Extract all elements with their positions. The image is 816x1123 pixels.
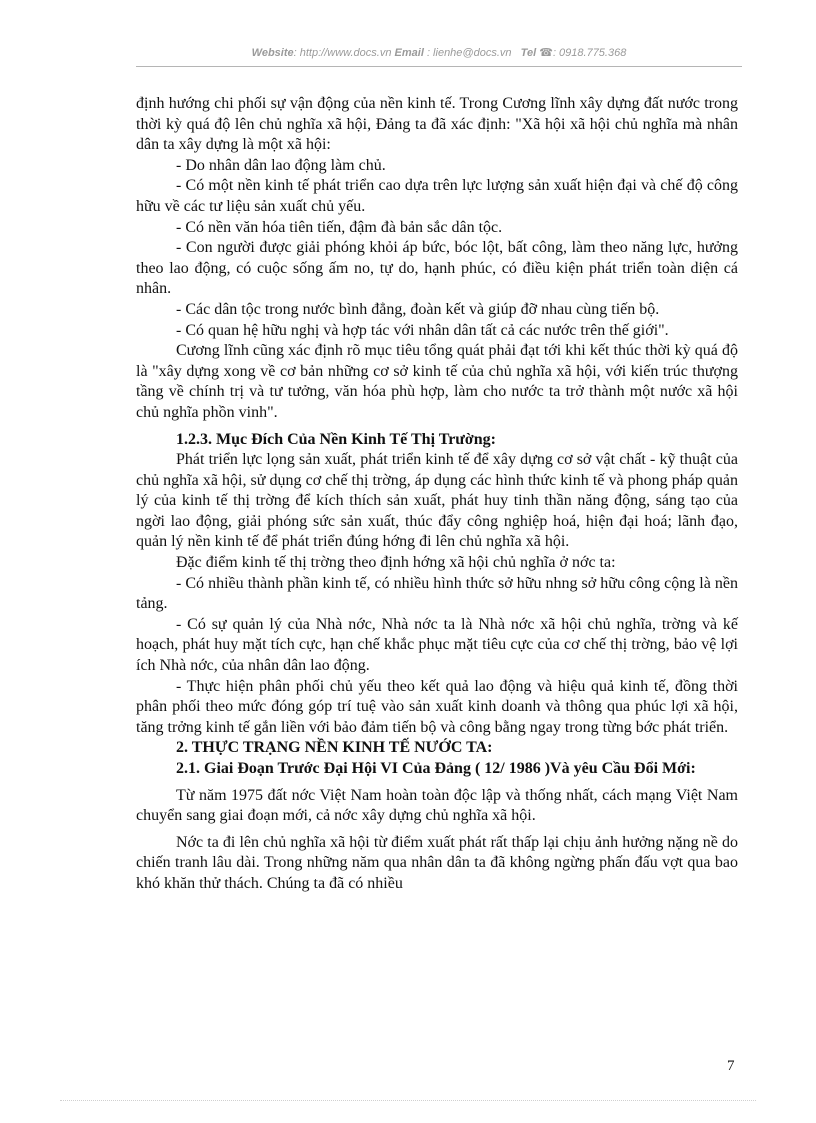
paragraph-goal: Cương lĩnh cũng xác định rõ mục tiêu tổng quát phải đạt tới khi kết thúc thời kỳ quá độ là "xây dựng xong về cơ bản những cơ sở kinh tế của chủ nghĩa xã hội, với kiến trúc thượng tầng về chính trị và tư tưởng, văn hóa phù hợp, làm cho nước ta trở thành một nước xã hội chủ nghĩa phồn vinh". — [136, 342, 738, 421]
paragraph-features: Đặc điểm kinh tế thị trờng theo định hớng xã hội chủ nghĩa ở nớc ta: — [176, 554, 616, 572]
tel-label: Tel — [520, 47, 537, 59]
document-body — [136, 94, 738, 895]
website-value[interactable]: : http://www.docs.vn — [293, 47, 392, 59]
section-heading-2-1: 2.1. Giai Đoạn Trước Đại Hội VI Của Đảng ( 12/ 1986 )Và yêu Cầu Đổi Mới: — [176, 760, 696, 777]
paragraph-purpose: Phát triển lực lọng sản xuất, phát triển kinh tế để xây dựng cơ sở vật chất - kỹ thuật của chủ nghĩa xã hội, sử dụng cơ chế thị trờng, áp dụng các hình thức kinh tế và phong pháp quản lý của kinh tế thị trờng để kích thích sản xuất, phát huy tinh thần năng động, sáng tạo của ngời lao động, giải phóng sức sản xuất, thúc đẩy công nghiệp hoá, hiện đại hoá; lãnh đạo, quản lý nền kinh tế để phát triển đúng hớng đi lên chủ nghĩa xã hội. — [136, 451, 738, 551]
list-item: - Có nền văn hóa tiên tiến, đậm đà bản sắc dân tộc. — [176, 218, 503, 236]
paragraph-starting-point: Nớc ta đi lên chủ nghĩa xã hội từ điểm xuất phát rất thấp lại chịu ảnh hưởng nặng nề do chiến tranh lâu dài. Trong những năm qua nhân dân ta đã không ngừng phấn đấu vợt qua bao khó khăn thử thách. Chúng ta đã có nhiều — [136, 833, 738, 892]
list-item: - Có sự quản lý của Nhà nớc, Nhà nớc ta là Nhà nớc xã hội chủ nghĩa, trờng và kế hoạch, phát huy mặt tích cực, hạn chế khắc phục mặt tiêu cực của cơ chế thị trờng, bảo vệ lợi ích Nhà nớc, của nhân dân lao động. — [136, 615, 738, 675]
list-item: - Con người được giải phóng khỏi áp bức, bóc lột, bất công, làm theo năng lực, hưởng theo lao động, có cuộc sống ấm no, tự do, hạnh phúc, có điều kiện phát triển toàn diện cá nhân. — [136, 239, 738, 298]
phone-icon: ☎ — [539, 47, 553, 59]
list-item: - Thực hiện phân phối chủ yếu theo kết quả lao động và hiệu quả kinh tế, đồng thời phân phối theo mức đóng góp trí tuệ vào sản xuất kinh doanh và thông qua phúc lợi xã hội, tăng trởng kinh tế gắn liền với bảo đảm tiến bộ và công bằng ngay trong từng bớc phát triển. — [136, 677, 738, 736]
list-item: - Có nhiều thành phần kinh tế, có nhiều hình thức sở hữu nhng sở hữu công cộng là nền tảng. — [136, 574, 738, 613]
paragraph-intro: định hướng chi phối sự vận động của nền kinh tế. Trong Cương lĩnh xây dựng đất nước trong thời kỳ quá độ lên chủ nghĩa xã hội, Đảng ta đã xác định: "Xã hội xã hội chủ nghĩa mà nhân dân ta xây dựng là một xã hội: — [136, 95, 738, 154]
list-item: - Do nhân dân lao động làm chủ. — [176, 156, 386, 174]
website-label: Website — [251, 47, 294, 59]
paragraph-1975: Từ năm 1975 đất nớc Việt Nam hoàn toàn độc lập và thống nhất, cách mạng Việt Nam chuyển sang giai đoạn mới, cả nớc xây dựng chủ nghĩa xã hội. — [136, 786, 738, 825]
section-heading-2: 2. THỰC TRẠNG NỀN KINH TẾ NƯỚC TA: — [176, 739, 493, 757]
list-item: - Có một nền kinh tế phát triển cao dựa trên lực lượng sản xuất hiện đại và chế độ công hữu về các tư liệu sản xuất chủ yếu. — [136, 177, 738, 215]
tel-value: : 0918.775.368 — [552, 47, 627, 59]
header-divider — [136, 66, 742, 67]
list-item: - Các dân tộc trong nước bình đẳng, đoàn kết và giúp đỡ nhau cùng tiến bộ. — [176, 300, 660, 318]
list-item: - Có quan hệ hữu nghị và hợp tác với nhân dân tất cả các nước trên thế giới". — [176, 321, 669, 339]
email-value[interactable]: : lienhe@docs.vn — [423, 47, 512, 59]
page-header — [136, 46, 742, 59]
footer-divider — [60, 1100, 756, 1101]
page-number: 7 — [727, 1058, 735, 1074]
email-label: Email — [394, 47, 424, 59]
section-heading-1-2-3: 1.2.3. Mục Đích Của Nền Kinh Tế Thị Trường: — [176, 430, 496, 448]
